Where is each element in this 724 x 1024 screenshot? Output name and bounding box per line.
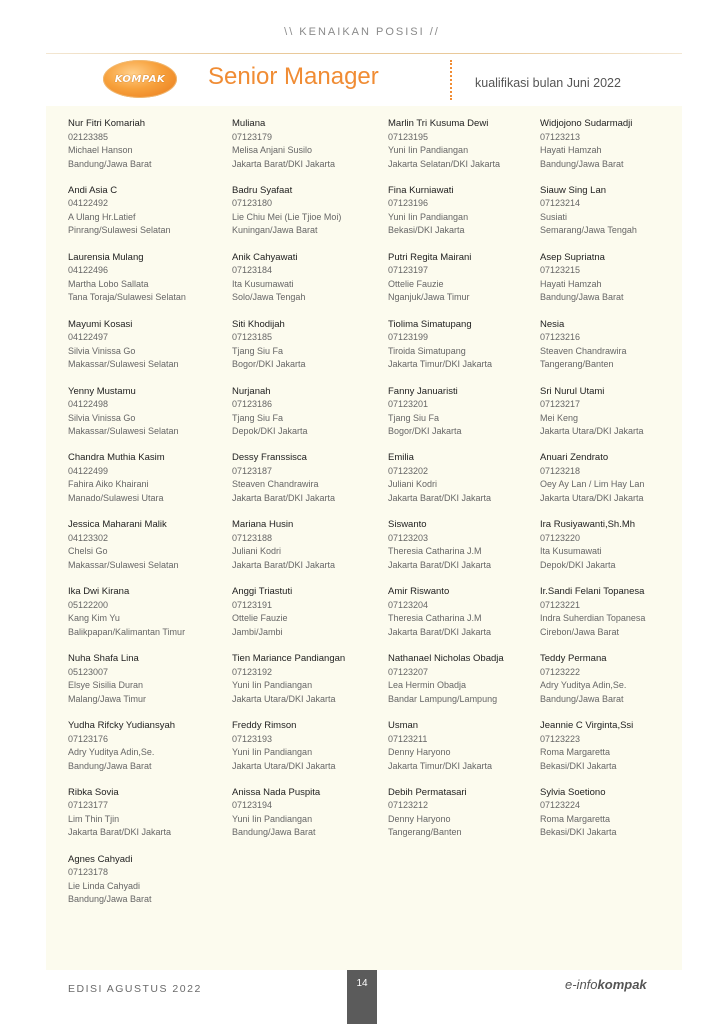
member-sponsor: Elsye Sisilia Duran xyxy=(68,680,144,691)
member-name: Mayumi Kosasi xyxy=(68,318,133,330)
member-sponsor: Steaven Chandrawira xyxy=(232,479,319,490)
member-id: 04122496 xyxy=(68,265,109,276)
member-name: Anggi Triastuti xyxy=(232,586,293,598)
member-sponsor: Indra Suherdian Topanesa xyxy=(540,613,646,624)
member-name: Dessy Franssisca xyxy=(232,452,307,464)
member-name: Nuha Shafa Lina xyxy=(68,653,139,665)
empty-cell xyxy=(388,853,540,920)
member-sponsor: Oey Ay Lan / Lim Hay Lan xyxy=(540,479,645,490)
member-sponsor: Silvia Vinissa Go xyxy=(68,412,136,423)
member-entry xyxy=(388,518,540,585)
member-sponsor: Lim Thin Tjin xyxy=(68,813,120,824)
member-sponsor: Ita Kusumawati xyxy=(232,278,294,289)
member-id: 07123216 xyxy=(540,332,581,343)
member-location: Jakarta Barat/DKI Jakarta xyxy=(232,492,336,503)
member-id: 07123178 xyxy=(68,867,109,878)
member-name: Asep Supriatna xyxy=(540,251,605,263)
member-entry xyxy=(388,251,540,318)
member-entry xyxy=(388,184,540,251)
member-id: 07123179 xyxy=(232,131,273,142)
member-id: 07123221 xyxy=(540,599,581,610)
member-entry xyxy=(68,385,232,452)
member-id: 07123217 xyxy=(540,399,581,410)
member-id: 07123199 xyxy=(388,332,429,343)
member-sponsor: Chelsi Go xyxy=(68,546,108,557)
member-entry xyxy=(232,251,388,318)
member-sponsor: Tjang Siu Fa xyxy=(232,345,284,356)
qualification-label: kualifikasi bulan Juni 2022 xyxy=(475,76,621,90)
member-name: Jeannie C Virginta,Ssi xyxy=(540,720,634,732)
member-location: Balikpapan/Kalimantan Timur xyxy=(68,626,186,637)
member-id: 07123223 xyxy=(540,733,581,744)
member-id: 07123202 xyxy=(388,465,429,476)
member-id: 04123302 xyxy=(68,532,109,543)
member-sponsor: Yuni Iin Pandiangan xyxy=(232,680,313,691)
member-sponsor: Melisa Anjani Susilo xyxy=(232,145,313,155)
member-entry xyxy=(232,451,388,518)
member-name: Chandra Muthia Kasim xyxy=(68,452,165,464)
member-entry xyxy=(68,585,232,652)
member-sponsor: Ottelie Fauzie xyxy=(232,613,288,624)
member-location: Malang/Jawa Timur xyxy=(68,693,147,704)
member-name: Ira Rusiyawanti,Sh.Mh xyxy=(540,519,636,531)
member-entry xyxy=(68,251,232,318)
member-id: 07123204 xyxy=(388,599,429,610)
empty-cell xyxy=(540,853,680,920)
member-id: 07123186 xyxy=(232,399,273,410)
member-name: Sylvia Soetiono xyxy=(540,786,606,798)
member-entry xyxy=(232,719,388,786)
member-location: Jakarta Selatan/DKI Jakarta xyxy=(388,158,501,169)
member-id: 04122498 xyxy=(68,399,109,410)
member-sponsor: Theresia Catharina J.M xyxy=(388,546,482,557)
member-entry xyxy=(232,385,388,452)
member-id: 07123184 xyxy=(232,265,273,276)
member-entry xyxy=(68,451,232,518)
member-location: Pinrang/Sulawesi Selatan xyxy=(68,225,171,236)
member-sponsor: Ottelie Fauzie xyxy=(388,278,444,289)
member-sponsor: Adry Yuditya Adin,Se. xyxy=(68,747,155,758)
brand-name: kompak xyxy=(597,977,647,992)
member-sponsor: Yuni Iin Pandiangan xyxy=(388,145,469,155)
member-location: Jakarta Barat/DKI Jakarta xyxy=(232,559,336,570)
member-id: 07123195 xyxy=(388,131,429,142)
member-name: Debih Permatasari xyxy=(388,786,467,798)
member-location: Bekasi/DKI Jakarta xyxy=(540,827,617,838)
member-location: Semarang/Jawa Tengah xyxy=(540,225,637,236)
member-id: 07123177 xyxy=(68,800,109,811)
member-name: Anik Cahyawati xyxy=(232,251,298,263)
member-sponsor: Lie Linda Cahyadi xyxy=(68,880,141,891)
member-name: Nurjanah xyxy=(232,385,271,397)
member-entry xyxy=(388,318,540,385)
member-location: Jakarta Barat/DKI Jakarta xyxy=(388,492,492,503)
member-entry xyxy=(540,451,680,518)
member-entry xyxy=(388,652,540,719)
footer-edition: EDISI AGUSTUS 2022 xyxy=(68,983,202,995)
member-sponsor: Michael Hanson xyxy=(68,145,133,155)
member-sponsor: Susiati xyxy=(540,211,568,222)
member-name: Nathanael Nicholas Obadja xyxy=(388,653,504,665)
member-sponsor: Roma Margaretta xyxy=(540,747,611,758)
member-location: Bandung/Jawa Barat xyxy=(68,158,152,169)
member-name: Amir Riswanto xyxy=(388,586,450,598)
member-location: Jakarta Utara/DKI Jakarta xyxy=(232,693,336,704)
member-name: Mariana Husin xyxy=(232,519,294,531)
member-entry xyxy=(388,451,540,518)
member-location: Bandar Lampung/Lampung xyxy=(388,693,498,704)
member-entry xyxy=(540,318,680,385)
member-name: Freddy Rimson xyxy=(232,720,297,732)
member-location: Makassar/Sulawesi Selatan xyxy=(68,359,179,370)
member-entry xyxy=(540,719,680,786)
member-sponsor: Hayati Hamzah xyxy=(540,145,602,155)
member-location: Nganjuk/Jawa Timur xyxy=(388,292,470,303)
member-id: 07123207 xyxy=(388,666,429,677)
member-location: Depok/DKI Jakarta xyxy=(232,426,308,437)
member-sponsor: Roma Margaretta xyxy=(540,813,611,824)
member-entry xyxy=(68,318,232,385)
member-id: 07123214 xyxy=(540,198,581,209)
member-entry xyxy=(540,184,680,251)
member-entry xyxy=(540,786,680,853)
member-name: Andi Asia C xyxy=(68,184,118,196)
member-sponsor: Hayati Hamzah xyxy=(540,278,602,289)
member-sponsor: Denny Haryono xyxy=(388,747,451,758)
member-entry xyxy=(232,117,388,184)
member-location: Bogor/DKI Jakarta xyxy=(388,426,462,437)
member-sponsor: Martha Lobo Sallata xyxy=(68,278,149,289)
member-sponsor: Lie Chiu Mei (Lie Tjioe Moi) xyxy=(232,211,342,222)
member-id: 04122497 xyxy=(68,332,109,343)
member-name: Anuari Zendrato xyxy=(540,452,609,464)
header-rule xyxy=(46,53,682,54)
member-location: Tangerang/Banten xyxy=(388,827,462,838)
member-id: 07123213 xyxy=(540,131,581,142)
member-name: Siauw Sing Lan xyxy=(540,184,607,196)
member-location: Kuningan/Jawa Barat xyxy=(232,225,318,236)
kompak-logo xyxy=(103,60,177,98)
member-name: Widjojono Sudarmadji xyxy=(540,118,633,129)
member-sponsor: Yuni Iin Pandiangan xyxy=(232,747,313,758)
member-entry xyxy=(388,117,540,184)
member-id: 04122499 xyxy=(68,465,109,476)
member-id: 07123192 xyxy=(232,666,273,677)
member-entry xyxy=(388,786,540,853)
member-location: Depok/DKI Jakarta xyxy=(540,559,616,570)
member-location: Jakarta Barat/DKI Jakarta xyxy=(68,827,172,838)
member-entry xyxy=(388,585,540,652)
member-name: Yenny Mustamu xyxy=(68,385,136,397)
member-id: 07123193 xyxy=(232,733,273,744)
empty-cell xyxy=(232,853,388,920)
member-id: 05122200 xyxy=(68,599,109,610)
member-location: Bandung/Jawa Barat xyxy=(68,894,152,905)
header-divider xyxy=(450,60,452,100)
member-sponsor: Juliani Kodri xyxy=(388,479,438,490)
member-id: 07123176 xyxy=(68,733,109,744)
member-name: Sri Nurul Utami xyxy=(540,385,605,397)
member-entry xyxy=(540,585,680,652)
member-location: Makassar/Sulawesi Selatan xyxy=(68,559,179,570)
brand-logo xyxy=(565,977,647,992)
member-entry xyxy=(68,786,232,853)
member-sponsor: Denny Haryono xyxy=(388,813,451,824)
member-location: Bogor/DKI Jakarta xyxy=(232,359,306,370)
member-name: Jessica Maharani Malik xyxy=(68,519,167,531)
member-id: 07123194 xyxy=(232,800,273,811)
member-entry xyxy=(388,385,540,452)
page-title: Senior Manager xyxy=(208,63,379,90)
member-sponsor: Steaven Chandrawira xyxy=(540,345,627,356)
member-sponsor: Tjang Siu Fa xyxy=(232,412,284,423)
member-grid xyxy=(68,117,680,920)
member-entry xyxy=(68,518,232,585)
member-id: 07123224 xyxy=(540,800,581,811)
member-entry xyxy=(232,652,388,719)
member-location: Bekasi/DKI Jakarta xyxy=(540,760,617,771)
member-entry xyxy=(388,719,540,786)
member-name: Anissa Nada Puspita xyxy=(232,786,321,798)
member-location: Jakarta Timur/DKI Jakarta xyxy=(388,359,493,370)
logo-text: KOMPAK xyxy=(114,73,166,85)
member-id: 02123385 xyxy=(68,131,109,142)
member-id: 07123222 xyxy=(540,666,581,677)
member-location: Tana Toraja/Sulawesi Selatan xyxy=(68,292,186,303)
member-name: Usman xyxy=(388,720,419,732)
member-id: 07123188 xyxy=(232,532,273,543)
member-name: Ir.Sandi Felani Topanesa xyxy=(540,586,645,598)
member-name: Fina Kurniawati xyxy=(388,184,454,196)
member-location: Jakarta Barat/DKI Jakarta xyxy=(388,626,492,637)
member-entry xyxy=(232,518,388,585)
member-id: 07123203 xyxy=(388,532,429,543)
member-sponsor: Tjang Siu Fa xyxy=(388,412,440,423)
member-name: Ribka Sovia xyxy=(68,786,119,798)
member-entry xyxy=(68,652,232,719)
member-name: Nur Fitri Komariah xyxy=(68,118,146,129)
member-location: Cirebon/Jawa Barat xyxy=(540,626,620,637)
member-sponsor: Adry Yuditya Adin,Se. xyxy=(540,680,627,691)
member-entry xyxy=(540,251,680,318)
member-sponsor: Lea Hermin Obadja xyxy=(388,680,467,691)
member-entry xyxy=(68,117,232,184)
member-location: Bandung/Jawa Barat xyxy=(540,158,624,169)
member-entry xyxy=(232,786,388,853)
member-location: Bekasi/DKI Jakarta xyxy=(388,225,465,236)
member-entry xyxy=(68,184,232,251)
member-location: Jakarta Barat/DKI Jakarta xyxy=(388,559,492,570)
member-location: Jakarta Utara/DKI Jakarta xyxy=(540,492,644,503)
member-sponsor: Theresia Catharina J.M xyxy=(388,613,482,624)
member-id: 07123220 xyxy=(540,532,581,543)
member-id: 07123180 xyxy=(232,198,273,209)
member-location: Bandung/Jawa Barat xyxy=(540,292,624,303)
member-id: 07123201 xyxy=(388,399,429,410)
member-location: Jakarta Timur/DKI Jakarta xyxy=(388,760,493,771)
member-location: Solo/Jawa Tengah xyxy=(232,292,306,303)
member-location: Tangerang/Banten xyxy=(540,359,614,370)
member-name: Ika Dwi Kirana xyxy=(68,586,130,598)
member-name: Tien Mariance Pandiangan xyxy=(232,653,346,665)
page-number: 14 xyxy=(356,978,368,989)
member-id: 07123218 xyxy=(540,465,581,476)
member-name: Badru Syafaat xyxy=(232,184,293,196)
member-entry xyxy=(232,184,388,251)
member-entry xyxy=(540,652,680,719)
member-name: Yudha Rifcky Yudiansyah xyxy=(68,720,176,732)
member-name: Nesia xyxy=(540,318,565,330)
member-entry xyxy=(232,318,388,385)
member-location: Jakarta Barat/DKI Jakarta xyxy=(232,158,336,169)
member-location: Makassar/Sulawesi Selatan xyxy=(68,426,179,437)
member-sponsor: Silvia Vinissa Go xyxy=(68,345,136,356)
member-id: 07123212 xyxy=(388,800,429,811)
member-id: 05123007 xyxy=(68,666,109,677)
member-id: 07123185 xyxy=(232,332,273,343)
member-id: 07123197 xyxy=(388,265,429,276)
member-id: 07123215 xyxy=(540,265,581,276)
member-name: Fanny Januaristi xyxy=(388,385,458,397)
member-location: Manado/Sulawesi Utara xyxy=(68,492,164,503)
member-sponsor: Yuni Iin Pandiangan xyxy=(388,211,469,222)
member-entry xyxy=(232,585,388,652)
member-entry xyxy=(68,853,232,920)
member-id: 07123211 xyxy=(388,733,428,744)
member-location: Jambi/Jambi xyxy=(232,626,283,637)
member-name: Laurensia Mulang xyxy=(68,251,144,263)
member-name: Teddy Permana xyxy=(540,653,607,665)
member-id: 07123196 xyxy=(388,198,429,209)
member-sponsor: Tiroida Simatupang xyxy=(388,345,466,356)
brand-prefix: e-info xyxy=(565,977,598,992)
member-location: Jakarta Utara/DKI Jakarta xyxy=(540,426,644,437)
member-name: Putri Regita Mairani xyxy=(388,251,472,263)
member-entry xyxy=(68,719,232,786)
member-id: 07123187 xyxy=(232,465,273,476)
member-name: Marlin Tri Kusuma Dewi xyxy=(388,118,489,129)
member-sponsor: Juliani Kodri xyxy=(232,546,282,557)
member-name: Emilia xyxy=(388,452,414,464)
member-name: Tiolima Simatupang xyxy=(388,318,472,330)
member-name: Siti Khodijah xyxy=(232,318,285,330)
member-name: Siswanto xyxy=(388,519,427,531)
member-sponsor: A Ulang Hr.Latief xyxy=(68,211,136,222)
member-location: Bandung/Jawa Barat xyxy=(232,827,316,838)
section-label: \\ KENAIKAN POSISI // xyxy=(284,26,440,38)
member-name: Muliana xyxy=(232,118,266,129)
member-name: Agnes Cahyadi xyxy=(68,853,133,865)
member-entry xyxy=(540,518,680,585)
member-sponsor: Fahira Aiko Khairani xyxy=(68,479,149,490)
member-sponsor: Ita Kusumawati xyxy=(540,546,602,557)
member-sponsor: Yuni Iin Pandiangan xyxy=(232,813,313,824)
member-entry xyxy=(540,117,680,184)
member-location: Bandung/Jawa Barat xyxy=(68,760,152,771)
member-id: 07123191 xyxy=(232,599,273,610)
member-location: Jakarta Utara/DKI Jakarta xyxy=(232,760,336,771)
member-sponsor: Mei Keng xyxy=(540,412,579,423)
member-id: 04122492 xyxy=(68,198,109,209)
member-sponsor: Kang Kim Yu xyxy=(68,613,120,624)
member-entry xyxy=(540,385,680,452)
member-location: Bandung/Jawa Barat xyxy=(540,693,624,704)
